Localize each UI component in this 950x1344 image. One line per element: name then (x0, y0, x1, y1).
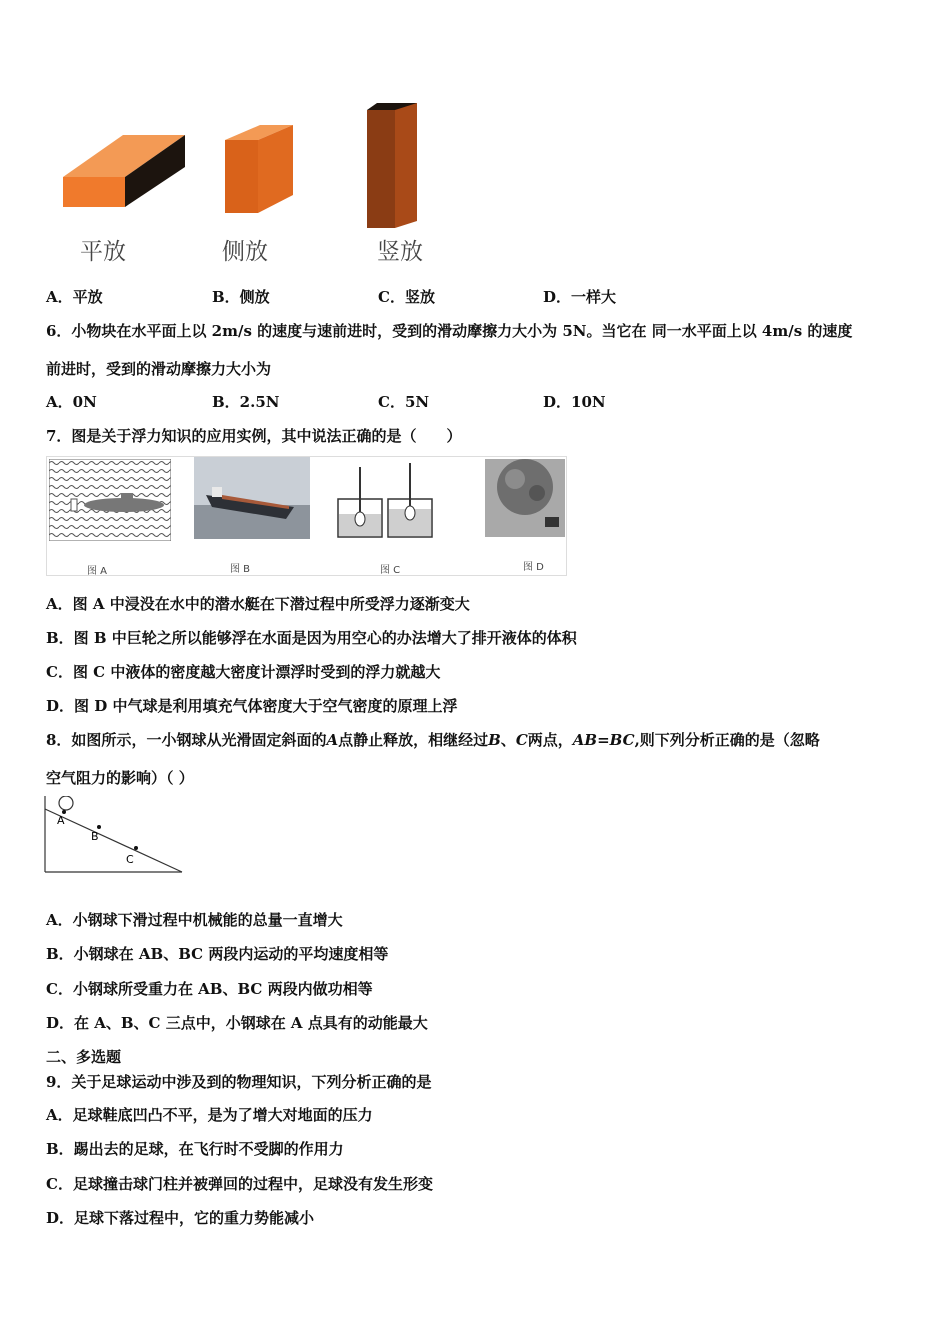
figure-a-caption: 图 A (87, 566, 108, 577)
q5-option-a[interactable]: A．平放 (46, 288, 103, 306)
figure-b-caption: 图 B (230, 564, 251, 575)
q7-option-a[interactable]: A．图 A 中浸没在水中的潜水艇在下潜过程中所受浮力逐渐变大 (46, 595, 470, 613)
q8-option-d[interactable]: D．在 A、B、C 三点中，小钢球在 A 点具有的动能最大 (46, 1014, 428, 1032)
q7-option-d[interactable]: D．图 D 中气球是利用填充气体密度大于空气密度的原理上浮 (46, 697, 458, 715)
q9-option-c[interactable]: C．足球撞击球门柱并被弹回的过程中，足球没有发生形变 (46, 1175, 433, 1193)
incline-figure (44, 796, 186, 878)
q7-stem: 7．图是关于浮力知识的应用实例，其中说法正确的是（ ） (46, 427, 462, 445)
q6-option-b[interactable]: B．2.5N (212, 393, 280, 411)
figure-c-hydrometer (334, 459, 434, 541)
q8-stem-line2: 空气阻力的影响）（ ） (46, 769, 194, 787)
section-title-multi-choice: 二、多选题 (46, 1048, 122, 1066)
brick-label-upright: 竖放 (377, 239, 423, 265)
q6-option-a[interactable]: A．0N (46, 393, 97, 411)
q9-option-a[interactable]: A．足球鞋底凹凸不平，是为了增大对地面的压力 (46, 1106, 373, 1124)
steel-ball (59, 796, 73, 810)
brick-side (225, 125, 293, 213)
brick-label-flat: 平放 (80, 239, 126, 265)
point-c-label: C (126, 853, 134, 866)
q6-stem-line2: 前进时，受到的滑动摩擦力大小为 (46, 360, 272, 378)
figure-d-caption: 图 D (523, 562, 544, 573)
q5-option-d[interactable]: D．一样大 (543, 288, 617, 306)
q8-option-c[interactable]: C．小钢球所受重力在 AB、BC 两段内做功相等 (46, 980, 373, 998)
brick-figure (55, 95, 435, 240)
q8-option-a[interactable]: A．小钢球下滑过程中机械能的总量一直增大 (46, 911, 343, 929)
q9-stem: 9．关于足球运动中涉及到的物理知识，下列分析正确的是 (46, 1073, 432, 1091)
brick-label-side: 侧放 (222, 239, 268, 265)
figure-c-caption: 图 C (380, 565, 401, 576)
point-a-label: A (57, 814, 65, 827)
q8-option-b[interactable]: B．小钢球在 AB、BC 两段内运动的平均速度相等 (46, 945, 389, 963)
q7-option-b[interactable]: B．图 B 中巨轮之所以能够浮在水面是因为用空心的办法增大了排开液体的体积 (46, 629, 577, 647)
q6-option-c[interactable]: C．5N (378, 393, 430, 411)
q7-figure-strip (46, 456, 567, 576)
brick-flat (63, 135, 185, 207)
figure-d-balloon (485, 459, 565, 537)
brick-upright (367, 103, 417, 228)
q9-option-d[interactable]: D．足球下落过程中，它的重力势能减小 (46, 1209, 315, 1227)
q6-stem-line1: 6．小物块在水平面上以 2m/s 的速度与速前进时，受到的滑动摩擦力大小为 5N。当它在 同一水平面上以 4m/s 的速度 (46, 322, 853, 340)
q9-option-b[interactable]: B．踢出去的足球，在飞行时不受脚的作用力 (46, 1140, 344, 1158)
figure-b-ship (194, 457, 310, 539)
point-b-label: B (91, 830, 99, 843)
q5-option-b[interactable]: B．侧放 (212, 288, 270, 306)
q6-option-d[interactable]: D．10N (543, 393, 606, 411)
q7-option-c[interactable]: C．图 C 中液体的密度越大密度计漂浮时受到的浮力就越大 (46, 663, 441, 681)
q8-stem-line1: 8．如图所示，一小钢球从光滑固定斜面的A点静止释放，相继经过B、C两点，AB=BC,则下列分析正确的是（忽略 (46, 731, 820, 749)
figure-a-submarine (49, 459, 171, 541)
q5-option-c[interactable]: C．竖放 (378, 288, 435, 306)
